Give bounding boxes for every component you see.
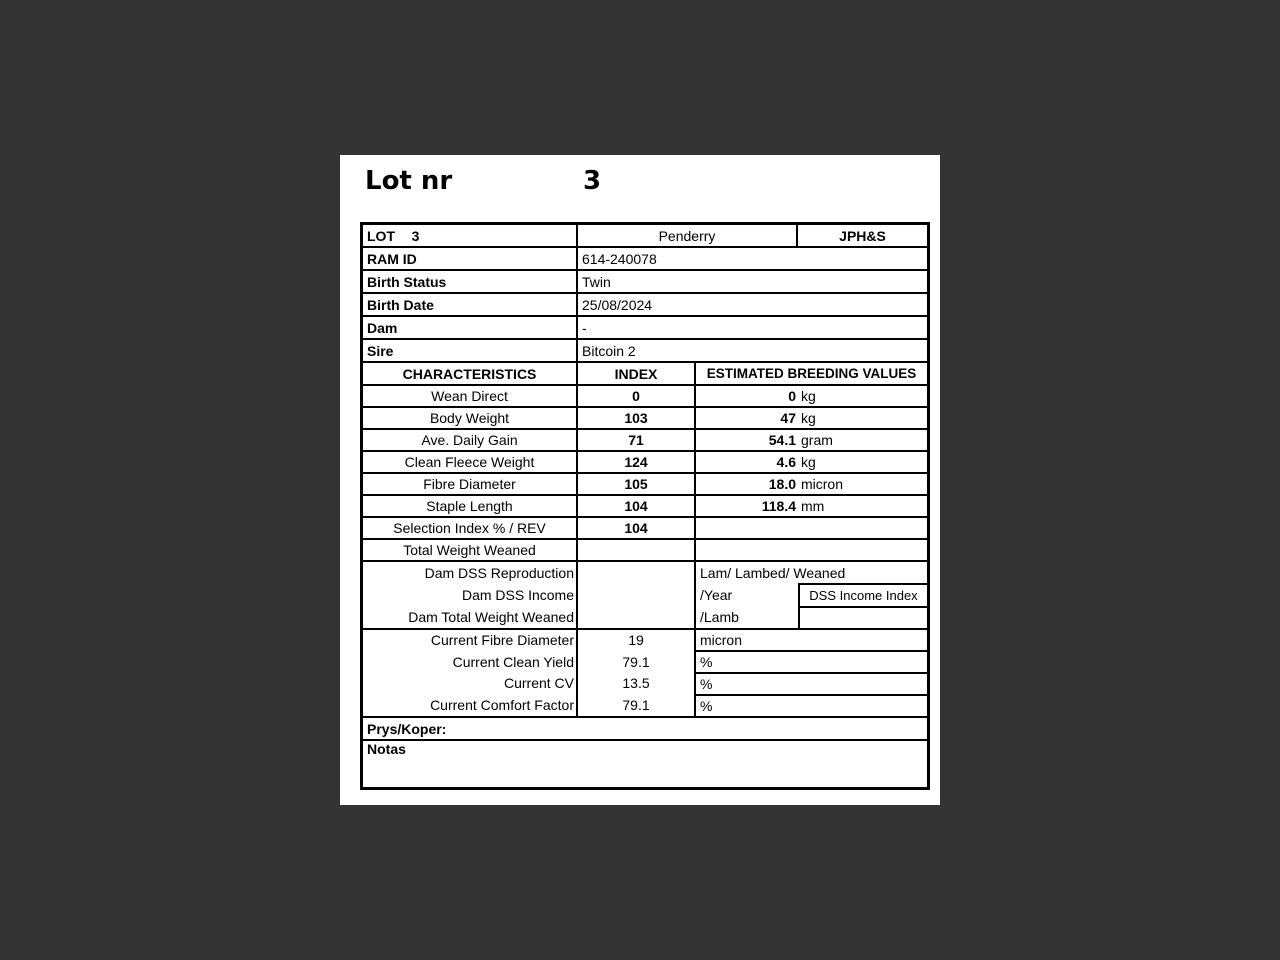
table-row-lot [363,225,927,248]
lot-nr-value: 3 [583,166,602,196]
ebv-header: ESTIMATED BREEDING VALUES [706,366,917,381]
lam-lambed-weaned-label: Lam/ Lambed/ Weaned [700,565,846,581]
current-clean-yield-label: Current Clean Yield [452,653,574,670]
current-cv-unit: % [696,674,927,696]
per-year-label: /Year [700,587,733,603]
dss-income-index-box [798,583,927,628]
owner-code-cell: JPH&S [839,227,886,244]
current-cv-label: Current CV [503,675,574,691]
table-row-notes [363,741,927,787]
lot-table [360,222,930,790]
lot-label: LOT [367,227,395,244]
dam-dss-index-cell [578,562,696,628]
ebv-value: 47 [780,410,796,426]
table-row-sire [363,340,927,363]
char-ebv [696,386,927,406]
sire-label: Sire [363,340,578,361]
ram-id-label: RAM ID [363,248,578,269]
table-row-fibre-diameter [363,474,927,496]
dam-value: - [582,319,587,336]
table-row-birth-date [363,294,927,317]
current-values-cell [578,630,696,716]
sire-value: Bitcoin 2 [582,342,636,359]
table-row-total-weight-weaned [363,540,927,562]
ebv-unit: gram [801,432,833,448]
char-ebv [696,540,927,560]
char-ebv [696,474,927,494]
birth-date-label: Birth Date [363,294,578,315]
table-row-ave-daily-gain [363,430,927,452]
dam-label: Dam [363,317,578,338]
char-label: Staple Length [363,496,578,516]
current-fibre-diameter-value: 19 [628,632,644,648]
current-clean-yield-value: 79.1 [622,653,650,670]
table-row-wean-direct [363,386,927,408]
char-ebv [696,408,927,428]
char-index: 124 [578,452,696,472]
ebv-unit: kg [801,410,816,426]
lot-number: 3 [411,227,420,244]
char-label: Body Weight [363,408,578,428]
ebv-unit: mm [801,498,825,514]
char-index: 104 [578,496,696,516]
char-label: Total Weight Weaned [363,540,578,560]
char-ebv [696,518,927,538]
table-row-staple-length [363,496,927,518]
current-cv-value: 13.5 [622,675,650,691]
dam-dss-income-label: Dam DSS Income [461,587,574,603]
dam-dss-reproduction-label: Dam DSS Reproduction [424,565,574,581]
index-header: INDEX [578,363,696,384]
notes-label: Notas [367,741,406,757]
char-index: 71 [578,430,696,450]
dss-income-index-label: DSS Income Index [800,585,927,608]
char-label: Ave. Daily Gain [363,430,578,450]
char-index: 0 [578,386,696,406]
ebv-unit: kg [801,388,816,404]
char-index [578,540,696,560]
char-ebv [696,430,927,450]
char-index: 103 [578,408,696,428]
char-index: 105 [578,474,696,494]
char-label: Wean Direct [363,386,578,406]
table-row-price-buyer [363,718,927,741]
lot-cell [363,225,578,246]
ebv-unit: micron [801,476,844,492]
table-row-ram-id [363,248,927,271]
table-row-body-weight [363,408,927,430]
current-fibre-diameter-unit: micron [696,630,927,652]
stud-name-cell: Penderry [578,225,798,246]
current-labels-cell [363,630,578,716]
ebv-value: 4.6 [776,454,796,470]
current-units-cell [696,630,927,716]
char-label: Selection Index % / REV [363,518,578,538]
ebv-value: 118.4 [761,498,796,514]
table-row-selection-index [363,518,927,540]
current-comfort-factor-value: 79.1 [622,696,650,713]
characteristics-header: CHARACTERISTICS [363,363,578,384]
dam-total-weight-weaned-label: Dam Total Weight Weaned [408,609,574,625]
current-fibre-diameter-label: Current Fibre Diameter [430,632,574,648]
char-ebv [696,496,927,516]
birth-status-label: Birth Status [363,271,578,292]
current-comfort-factor-unit: % [700,698,713,714]
table-row-clean-fleece-weight [363,452,927,474]
current-clean-yield-unit: % [696,652,927,674]
table-row-dam-dss-block [363,562,927,630]
ebv-unit: kg [801,454,816,470]
per-lamb-label: /Lamb [700,609,739,625]
ebv-value: 18.0 [768,476,796,492]
char-label: Fibre Diameter [363,474,578,494]
char-label: Clean Fleece Weight [363,452,578,472]
ebv-value: 54.1 [768,432,796,448]
char-ebv [696,452,927,472]
dam-dss-right-cell [696,562,927,628]
price-buyer-label: Prys/Koper: [367,720,447,737]
dam-dss-labels-cell [363,562,578,628]
lot-nr-title: Lot nr [365,166,453,196]
ram-id-value: 614-240078 [582,250,657,267]
table-row-birth-status [363,271,927,294]
table-row-current-block [363,630,927,718]
current-comfort-factor-label: Current Comfort Factor [430,696,574,713]
ebv-value: 0 [788,388,796,404]
table-row-dam [363,317,927,340]
birth-date-value: 25/08/2024 [582,296,653,313]
lot-card [340,155,940,805]
char-index: 104 [578,518,696,538]
birth-status-value: Twin [582,273,611,290]
card-title [365,165,915,201]
table-row-column-headers [363,363,927,386]
